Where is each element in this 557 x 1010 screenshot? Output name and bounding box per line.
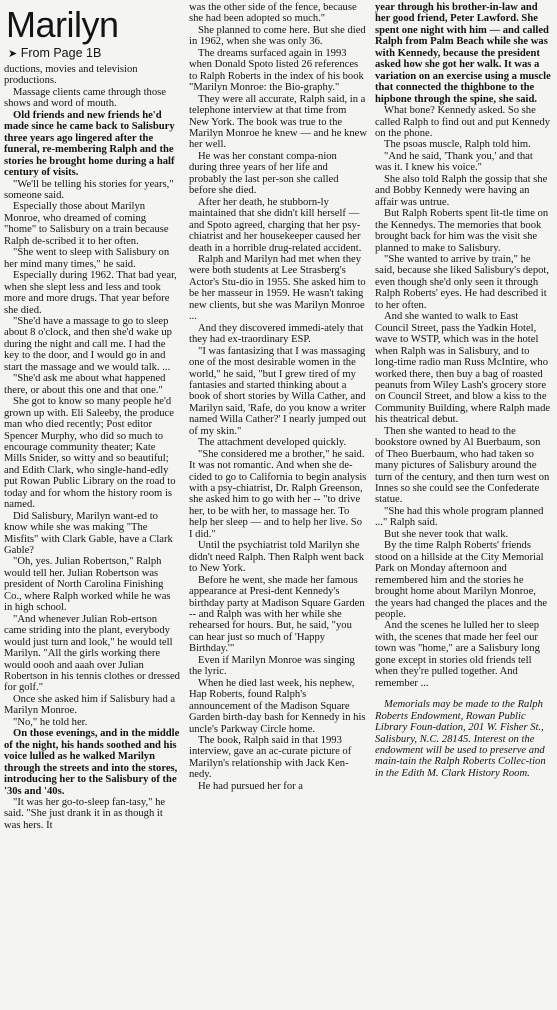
column-1-body — [4, 64, 180, 831]
paragraph: Especially during 1962. That bad year, when she slept less and less and took more and more drugs. That year before she died. — [4, 270, 177, 316]
paragraph: "No," he told her. — [13, 716, 88, 728]
paragraph: The dreams surfaced again in 1993 when Donald Spoto listed 26 references to Ralph Roberts in the index of his book "Marilyn Monroe: the Bio-graphy." — [189, 47, 364, 94]
paragraph: "And whenever Julian Rob-ertson came striding into the plant, everybody would just turn and look," he would tell Marilyn. "All the girls working there would oooh and aaah over Julian Robertson in his tennis clothes or dressed for golf." — [4, 613, 180, 694]
paragraph: The book, Ralph said in that 1993 interview, gave an ac-curate picture of Marilyn's relationship with Jack Ken-nedy. — [189, 735, 352, 781]
paragraph: year through his brother-in-law and her good friend, Peter Lawford. She spent one night with him — and called Ralph from Palm Beach while she was with Kennedy, because the president asked how she got her walk. It was a variation on an exercise using a muscle that connected the thighbone to the hipbone through the spine, she said. — [375, 2, 551, 105]
paragraph: What bone? Kennedy asked. So she called Ralph to find out and put Kennedy on the phone. — [375, 105, 551, 139]
paragraph: Memorials may be made to the Ralph Roberts Endowment, Rowan Public Library Foun-dation, 201 W. Fisher St., Salisbury, N.C. 28145. Interest on the endowment will be used to preserve and main-tain the Ralph Roberts Collec-tion in the Edith M. Clark History Room. — [375, 699, 546, 779]
paragraph: She got to know so many people he'd grown up with. Eli Saleeby, the produce man who died recently; Post editor Spencer Murphy, who did so much to encourage community theater; Kate Mills Snider, so witty and so beautiful; and Edith Clark, who single-hand-edly put Rowan Public Library on the road to today and for whom the history room is named. — [4, 396, 176, 511]
paragraph: "I was fantasizing that I was massaging one of the most desirable women in the world," he said, "but I grew tired of my fantasies and started thinking about a book of short stories by Willa Cather, and Marilyn said, 'Rafe, do you know a writer named Willa Cather?' I nearly jumped out of my skin." — [189, 345, 367, 437]
paragraph: They were all accurate, Ralph said, in a telephone interview at that time from New York. The book was true to the Marilyn Monroe he knew — and he knew her well. — [189, 93, 367, 151]
paragraph: "Oh, yes. Julian Robertson," Ralph would tell her. Julian Robertson was president of North Carolina Finishing Co., where Ralph worked while he was in high school. — [4, 556, 171, 614]
jump-text: From Page 1B — [20, 46, 102, 60]
paragraph: When he died last week, his nephew, Hap Roberts, found Ralph's announcement of the Madison Square Garden birth-day bash for Kennedy in his uncle's Parkway Circle home. — [189, 677, 366, 735]
paragraph: Especially those about Marilyn Monroe, who dreamed of coming "home" to Salisbury on a train because Ralph de-scribed it to her often. — [4, 201, 169, 247]
column-3-body — [375, 0, 551, 779]
paragraph: The psoas muscle, Ralph told him. — [384, 139, 531, 151]
paragraph: "It was her go-to-sleep fan-tasy," he said. "She just drank it in as though it was hers. It — [4, 797, 166, 831]
paragraph: By the time Ralph Roberts' friends stood on a hillside at the City Memorial Park on Monday afternoon and remembered him and the stories he brought home about Marilyn Monroe, the years had changed the places and the people. — [375, 540, 548, 621]
column-3 — [375, 0, 551, 1010]
paragraph: ductions, movies and television productions. — [4, 64, 138, 87]
column-2 — [189, 0, 367, 1010]
paragraph: And the scenes he lulled her to sleep with, the scenes that made her feel our town was "home," are a Salisbury long gone except in stories old friends tell when they're pulled together. And remember ... — [375, 620, 540, 689]
paragraph: He was her constant compa-nion during three years of her life and probably the last per-son she called before she died. — [189, 150, 339, 197]
paragraph: And she wanted to walk to East Council Street, pass the Yadkin Hotel, wave to WSTP, which was in the hotel when Ralph was in Salisbury, and to long-time radio man Russ McIntire, who worked there, then buy a bag of roasted peanuts from Wiley Lash's grocery store on Council Street, and blow a kiss to the Community Building, where Ralph made his theatrical debut. — [375, 311, 551, 426]
paragraph: She also told Ralph the gossip that she and Bobby Kennedy were having an affair was untrue. — [375, 173, 548, 208]
paragraph: Ralph and Marilyn had met when they were both students at Lee Strasberg's Actor's Stu-dio in 1955. She asked him to be her masseur in 1959. He wasn't taking new clients, but she was Marilyn Monroe ... — [189, 253, 366, 323]
paragraph: She planned to come here. But she died in 1962, when she was only 36. — [189, 24, 366, 48]
jump-line — [8, 46, 180, 60]
paragraph: "We'll be telling his stories for years," someone said. — [4, 178, 174, 201]
paragraph: Once she asked him if Salisbury had a Marilyn Monroe. — [4, 693, 176, 717]
paragraph: "And he said, 'Thank you,' and that was it. I knew his voice." — [375, 150, 533, 174]
article-title: Marilyn — [6, 4, 119, 45]
paragraph: was the other side of the fence, because she had been adopted so much." — [189, 2, 357, 25]
paragraph: Did Salisbury, Marilyn want-ed to know while she was making "The Misfits" with Clark Gable, have a Clark Gable? — [4, 510, 173, 557]
paragraph: And they discovered immedi-ately that they had ex-traordinary ESP. — [189, 322, 364, 346]
paragraph: "She had this whole program planned ..." Ralph said. — [375, 505, 544, 529]
paragraph: On those evenings, and in the middle of the night, his hands soothed and his voice lulled as he walked Marilyn through the streets and into the stores, introducing her to the Salisbury of the '30s and '40s. — [4, 728, 180, 797]
paragraph: After her death, he stubborn-ly maintained that she didn't kill herself — and Spoto agreed, charging that her psy-chiatrist and her housekeeper caused her death in a horrible drug-related accident. — [189, 196, 362, 254]
article-header — [4, 0, 180, 60]
paragraph: Even if Marilyn Monroe was singing the lyric. — [189, 654, 355, 678]
arrow-right-icon: ➤ — [8, 48, 18, 60]
paragraph: Until the psychiatrist told Marilyn she didn't need Ralph. Then Ralph went back to New York. — [189, 540, 364, 575]
paragraph: He had pursued her for a — [198, 780, 304, 792]
paragraph: "She wanted to arrive by train," he said, because she liked Salisbury's depot, even though she'd only seen it through Ralph Roberts' eyes. He had described it to her often. — [375, 253, 550, 311]
paragraph: Then she wanted to head to the bookstore owned by Al Buerbaum, son of Theo Buerbaum, who had taken so many pictures of Salisbury around the turn of the century, and then turn west on Innes so she could see the Confederate statue. — [375, 425, 550, 506]
paragraph: "She'd have a massage to go to sleep about 8 o'clock, and then she'd wake up during the night and call me. I had the key to the door, and I would go in and start the massage and we would talk. ... — [4, 315, 172, 373]
paragraph: But she never took that walk. — [384, 528, 509, 540]
column-1 — [4, 0, 180, 1010]
paragraph: "She went to sleep with Salisbury on her mind many times," he said. — [4, 247, 170, 270]
paragraph: "She considered me a brother," he said. It was not romantic. And when she de-cided to go to California to begin analysis with a psy-chiatrist, Dr. Ralph Greenson, she asked him to go with her -- "to drive her, to be with her, to massage her. To help her sleep — and to help her live. So I did." — [189, 448, 367, 540]
paragraph: The attachment developed quickly. — [198, 437, 347, 449]
paragraph: Massage clients came through those shows and word of mouth. — [4, 86, 166, 110]
paragraph: Old friends and new friends he'd made since he came back to Salisbury three years ago lingered after the funeral, re-membering Ralph and the stories he brought home during a half century of visits. — [4, 109, 175, 179]
column-2-body — [189, 0, 367, 792]
paragraph: "She'd ask me about what happened there, or about this one and that one." — [4, 373, 166, 396]
paragraph: Before he went, she made her famous appearance at Presi-dent Kennedy's birthday party at Madison Square Garden -- and Ralph was with her while she rehearsed for hours. But, he said, "you can hear just so much of 'Happy Birthday.'" — [189, 574, 365, 655]
paragraph: But Ralph Roberts spent lit-tle time on the Kennedys. The memories that book brought back for him was the visit she planned to make to Salisbury. — [375, 208, 549, 254]
